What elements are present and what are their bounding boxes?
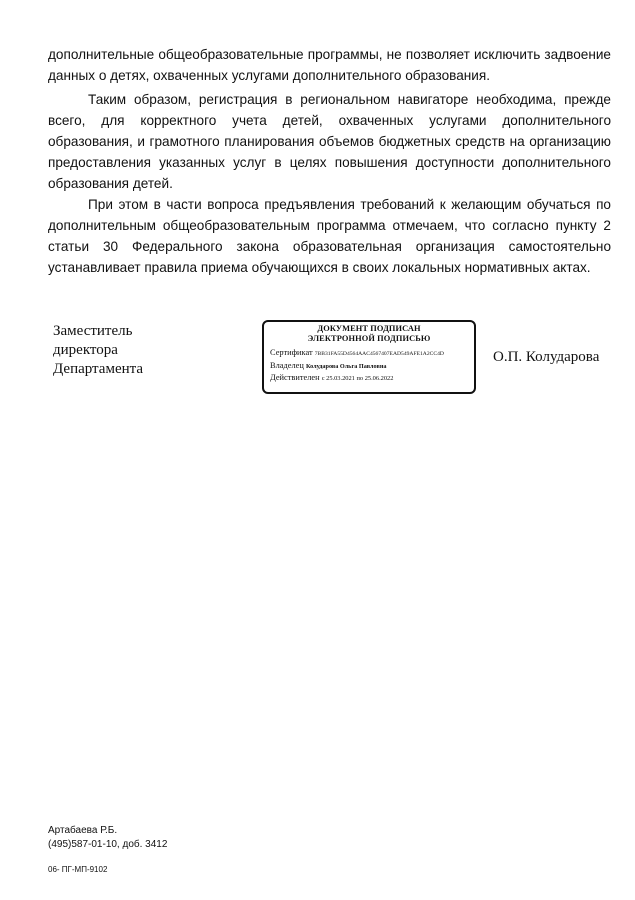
paragraph-text: При этом в части вопроса предъявления требований к желающим обучаться по дополнительным общеобразовательным программа отмечаем, что согласно пункту 2 статьи 30 Федерального закона образовательная организация самостоятельно устанавливает правила приема обучающихся в своих локальных нормативных актах.	[48, 197, 611, 275]
certificate-label: Сертификат	[270, 348, 313, 357]
signer-position	[53, 322, 143, 379]
stamp-heading	[270, 324, 468, 344]
executor-phone: (495)587-01-10, доб. 3412	[48, 839, 168, 850]
executor-contact	[48, 824, 167, 852]
stamp-owner-row	[270, 360, 468, 372]
stamp-heading-line: ДОКУМЕНТ ПОДПИСАН	[317, 324, 421, 333]
electronic-signature-stamp	[262, 320, 476, 394]
body-paragraph-2	[48, 89, 611, 194]
executor-name: Артабаева Р.Б.	[48, 825, 118, 836]
validity-label: Действителен	[270, 373, 320, 382]
stamp-heading-line: ЭЛЕКТРОННОЙ ПОДПИСЬЮ	[307, 334, 431, 343]
signer-position-line: Заместитель	[53, 323, 133, 339]
owner-label: Владелец	[270, 361, 304, 370]
signer-name: О.П. Колударова	[493, 349, 600, 365]
validity-value: с 25.03.2021 по 25.06.2022	[321, 375, 394, 382]
body-paragraph-1	[48, 44, 611, 86]
signer-position-line: Департамента	[53, 361, 144, 377]
body-paragraph-3	[48, 194, 611, 278]
signer-position-line: директора	[53, 342, 118, 358]
certificate-value: 7BB31FA55D4564AAC4567407EAD549AFE1A2CC4D	[314, 351, 444, 357]
stamp-validity-row	[270, 372, 468, 384]
document-code: 06- ПГ-МП-9102	[48, 865, 108, 874]
paragraph-text: дополнительные общеобразовательные программы, не позволяет исключить задвоение данных о детях, охваченных услугами дополнительного образования.	[48, 47, 611, 83]
owner-value: Колударова Ольга Павловна	[305, 363, 387, 370]
paragraph-text: Таким образом, регистрация в региональном навигаторе необходима, прежде всего, для корректного учета детей, охваченных услугами дополнительного образования, и грамотного планирования объемов бюджетных средств на организацию предоставления указанных услуг в целях повышения доступности дополнительного образования детей.	[48, 92, 611, 191]
stamp-certificate-row	[270, 347, 468, 360]
